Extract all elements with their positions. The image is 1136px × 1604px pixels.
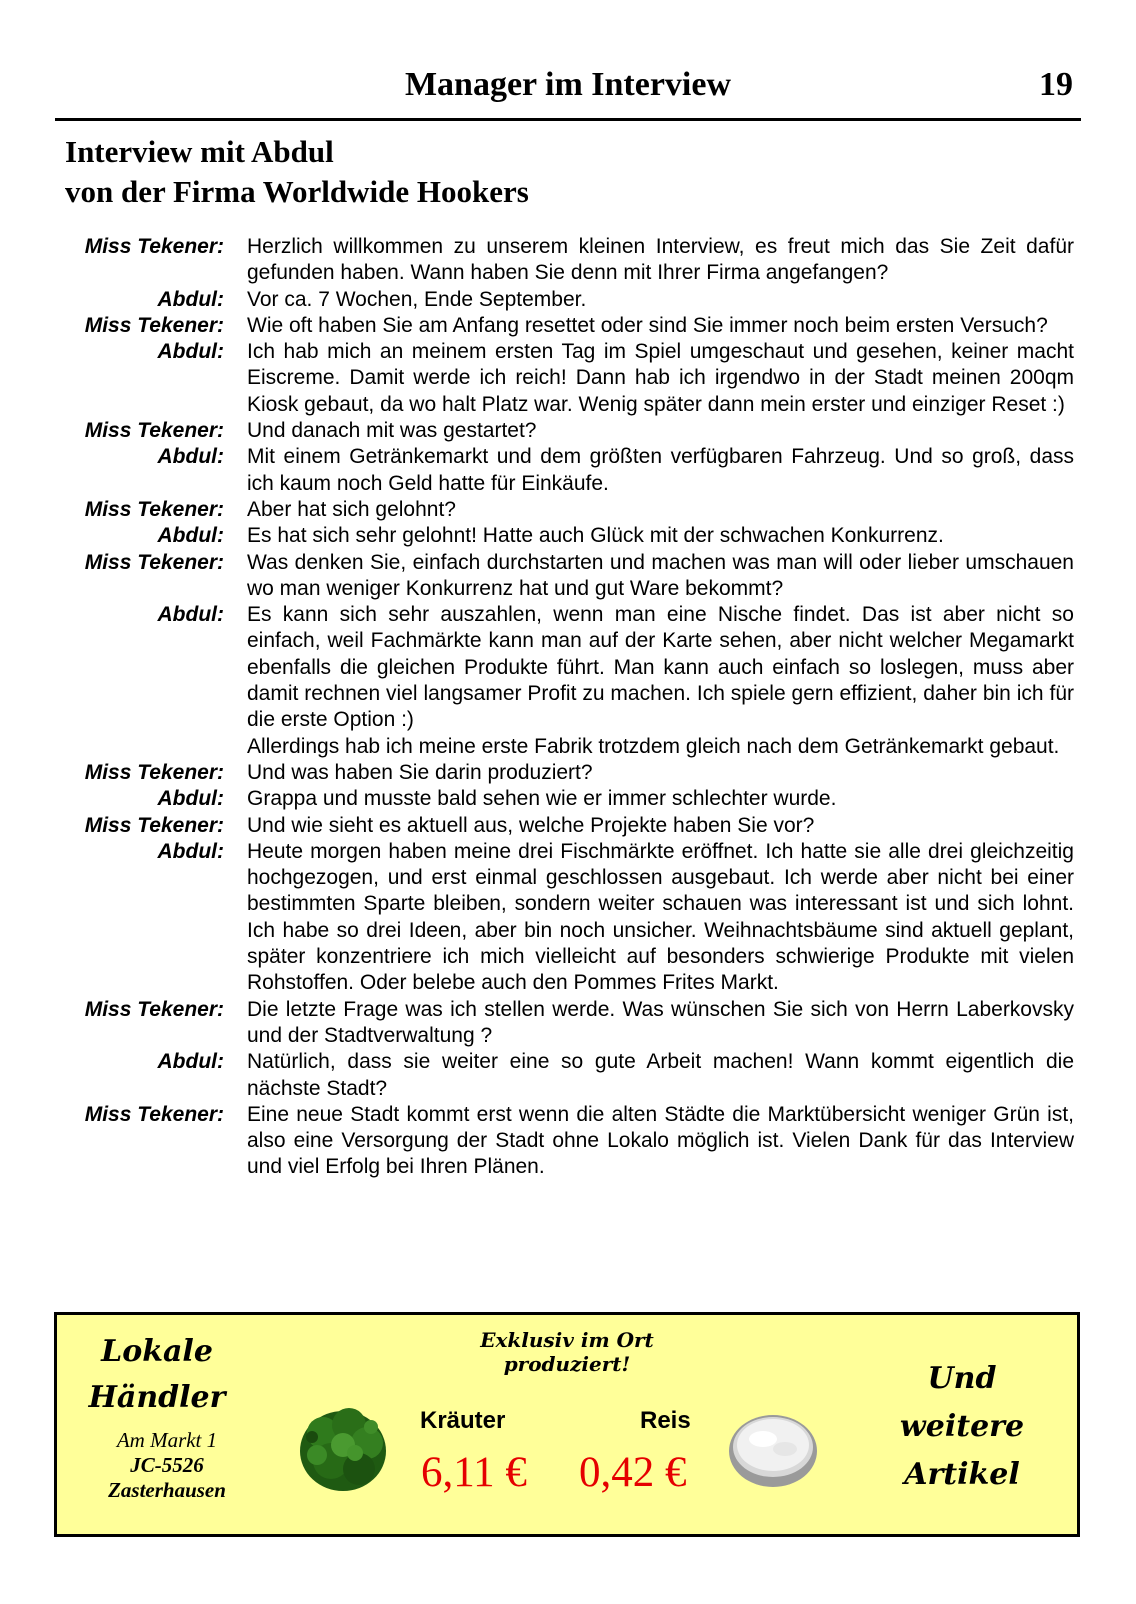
speaker-label: Miss Tekener: bbox=[84, 760, 224, 784]
speaker-label: Abdul: bbox=[157, 787, 224, 811]
speaker-label: Miss Tekener: bbox=[84, 1102, 224, 1126]
text-paragraph: Wie oft haben Sie am Anfang resettet oder sind Sie immer noch beim ersten Versuch? bbox=[247, 313, 1048, 337]
page-header bbox=[55, 62, 1081, 121]
text-paragraph: Vor ca. 7 Wochen, Ende September. bbox=[247, 287, 587, 311]
interview-turn bbox=[66, 1049, 1074, 1102]
interview-body bbox=[66, 234, 1074, 1181]
ad-address-street: Am Markt 1 bbox=[116, 1428, 218, 1452]
interview-turn bbox=[66, 786, 1074, 812]
interview-turn bbox=[66, 760, 1074, 786]
headline-line-2: von der Firma Worldwide Hookers bbox=[65, 174, 529, 209]
interview-turn bbox=[66, 813, 1074, 839]
speaker-text bbox=[247, 287, 1074, 313]
product-reis-price: 0,42 € bbox=[579, 1449, 687, 1496]
speaker-text bbox=[247, 786, 1074, 812]
headline-line-1: Interview mit Abdul bbox=[65, 134, 334, 169]
speaker-text bbox=[247, 760, 1074, 786]
speaker-label: Miss Tekener: bbox=[84, 997, 224, 1021]
text-paragraph: Was denken Sie, einfach durchstarten und machen was man will oder lieber umschauen wo man weniger Konkurrenz hat und gut Ware bekommt? bbox=[247, 550, 1074, 600]
speaker-label: Miss Tekener: bbox=[84, 813, 224, 837]
rice-bowl-image bbox=[727, 1411, 819, 1491]
interview-turn bbox=[66, 497, 1074, 523]
text-paragraph: Herzlich willkommen zu unserem kleinen Interview, es freut mich das Sie Zeit dafür gefunden haben. Wann haben Sie denn mit Ihrer Firma angefangen? bbox=[247, 235, 1074, 285]
ad-tagline: Exklusiv im Ort produziert! bbox=[480, 1328, 654, 1376]
interview-turn bbox=[66, 1102, 1074, 1181]
speaker-text bbox=[247, 550, 1074, 603]
ad-address-city: Zasterhausen bbox=[108, 1478, 226, 1502]
text-paragraph: Natürlich, dass sie weiter eine so gute Arbeit machen! Wann kommt eigentlich die nächste Stadt? bbox=[247, 1050, 1074, 1100]
interview-turn bbox=[66, 997, 1074, 1050]
text-paragraph: Es hat sich sehr gelohnt! Hatte auch Glück mit der schwachen Konkurrenz. bbox=[247, 524, 944, 548]
speaker-text bbox=[247, 602, 1074, 760]
speaker-text bbox=[247, 839, 1074, 997]
interview-turn bbox=[66, 550, 1074, 603]
text-paragraph: Mit einem Getränkemarkt und dem größten verfügbaren Fahrzeug. Und so groß, dass ich kaum noch Geld hatte für Einkäufe. bbox=[247, 445, 1074, 495]
interview-turn bbox=[66, 418, 1074, 444]
ad-brand-line-2: Händler bbox=[88, 1380, 226, 1415]
product-reis-label: Reis bbox=[640, 1407, 691, 1434]
speaker-text bbox=[247, 997, 1074, 1050]
speaker-label: Abdul: bbox=[157, 287, 224, 311]
text-paragraph: Ich hab mich an meinem ersten Tag im Spiel umgeschaut und gesehen, keiner macht Eiscreme. Damit werde ich reich! Dann hab ich irgendwo in der Stadt meinen 200qm Kiosk gebaut, da wo halt Platz war. Wenig später dann mein erster und einziger Reset :) bbox=[247, 340, 1074, 416]
text-paragraph: Und danach mit was gestartet? bbox=[247, 419, 537, 443]
advertisement-box bbox=[54, 1312, 1080, 1537]
speaker-label: Abdul: bbox=[157, 340, 224, 364]
speaker-label: Miss Tekener: bbox=[84, 550, 224, 574]
ad-address bbox=[77, 1428, 257, 1503]
article-headline bbox=[65, 132, 1065, 212]
speaker-label: Abdul: bbox=[157, 1050, 224, 1074]
product-kraeuter-label: Kräuter bbox=[420, 1407, 506, 1434]
text-paragraph: Eine neue Stadt kommt erst wenn die alten Städte die Marktübersicht weniger Grün ist, also eine Versorgung der Stadt ohne Lokalo möglich ist. Vielen Dank für das Interview und viel Erfolg bei Ihren Plänen. bbox=[247, 1102, 1074, 1179]
speaker-label: Abdul: bbox=[157, 445, 224, 469]
text-paragraph: Es kann sich sehr auszahlen, wenn man eine Nische findet. Das ist aber nicht so einfach, weil Fachmärkte kann man auf der Karte sehen, aber nicht welcher Megamarkt ebenfalls die gleichen Produkte führt. Man kann auch einfach so loslegen, muss aber damit rechnen viel langsamer Profit zu machen. Ich spiele gern effizient, daher bin ich für die erste Option :) bbox=[247, 603, 1074, 732]
interview-turn bbox=[66, 313, 1074, 339]
speaker-text bbox=[247, 444, 1074, 497]
speaker-text bbox=[247, 1102, 1074, 1181]
text-paragraph: Heute morgen haben meine drei Fischmärkte eröffnet. Ich hatte sie alle drei gleichzeitig hochgezogen, und erst einmal geschlossen ausgebaut. Ich werde aber nicht bei einer bestimmten Sparte bleiben, sondern weiter schauen was interessant ist und sich lohnt. Ich habe so drei Ideen, aber bin noch unsicher. Weihnachtsbäume sind aktuell geplant, später konzentriere ich mich vielleicht auf besonders schwierige Produkte mit vielen Rohstoffen. Oder belebe auch den Pommes Frites Markt. bbox=[247, 839, 1074, 995]
interview-turn bbox=[66, 444, 1074, 497]
speaker-label: Abdul: bbox=[157, 839, 224, 863]
speaker-label: Abdul: bbox=[157, 524, 224, 548]
speaker-text bbox=[247, 339, 1074, 418]
ad-brand bbox=[77, 1329, 237, 1421]
speaker-label: Miss Tekener: bbox=[84, 235, 224, 258]
interview-turn bbox=[66, 339, 1074, 418]
interview-turn bbox=[66, 234, 1074, 287]
text-paragraph: Allerdings hab ich meine erste Fabrik trotzdem gleich nach dem Getränkemarkt gebaut. bbox=[247, 734, 1060, 758]
interview-turn bbox=[66, 839, 1074, 997]
speaker-text bbox=[247, 523, 1074, 549]
speaker-label: Miss Tekener: bbox=[84, 419, 224, 443]
ad-more-articles bbox=[877, 1355, 1047, 1499]
speaker-label: Miss Tekener: bbox=[84, 313, 224, 337]
speaker-text bbox=[247, 234, 1074, 287]
speaker-label: Abdul: bbox=[157, 603, 224, 627]
speaker-text bbox=[247, 313, 1074, 339]
product-kraeuter-price: 6,11 € bbox=[421, 1449, 527, 1496]
speaker-label: Miss Tekener: bbox=[84, 497, 224, 521]
speaker-text bbox=[247, 1049, 1074, 1102]
ad-address-code: JC-5526 bbox=[130, 1453, 204, 1477]
interview-turn bbox=[66, 602, 1074, 760]
ad-brand-line-1: Lokale bbox=[101, 1334, 213, 1369]
ad-more-line-2: weitere bbox=[899, 1409, 1025, 1444]
text-paragraph: Und was haben Sie darin produziert? bbox=[247, 760, 593, 784]
text-paragraph: Die letzte Frage was ich stellen werde. Was wünschen Sie sich von Herrn Laberkovsky und der Stadtverwaltung ? bbox=[247, 997, 1074, 1047]
text-paragraph: Und wie sieht es aktuell aus, welche Projekte haben Sie vor? bbox=[247, 813, 815, 837]
section-title: Manager im Interview bbox=[404, 66, 732, 103]
ad-more-line-1: Und bbox=[927, 1361, 997, 1396]
ad-more-line-3: Artikel bbox=[904, 1457, 1020, 1492]
speaker-text bbox=[247, 497, 1074, 523]
speaker-text bbox=[247, 418, 1074, 444]
interview-turn bbox=[66, 523, 1074, 549]
text-paragraph: Aber hat sich gelohnt? bbox=[247, 497, 456, 521]
herbs-image bbox=[297, 1403, 389, 1495]
interview-turn bbox=[66, 287, 1074, 313]
text-paragraph: Grappa und musste bald sehen wie er immer schlechter wurde. bbox=[247, 787, 837, 811]
page-number: 19 bbox=[1039, 66, 1073, 103]
speaker-text bbox=[247, 813, 1074, 839]
